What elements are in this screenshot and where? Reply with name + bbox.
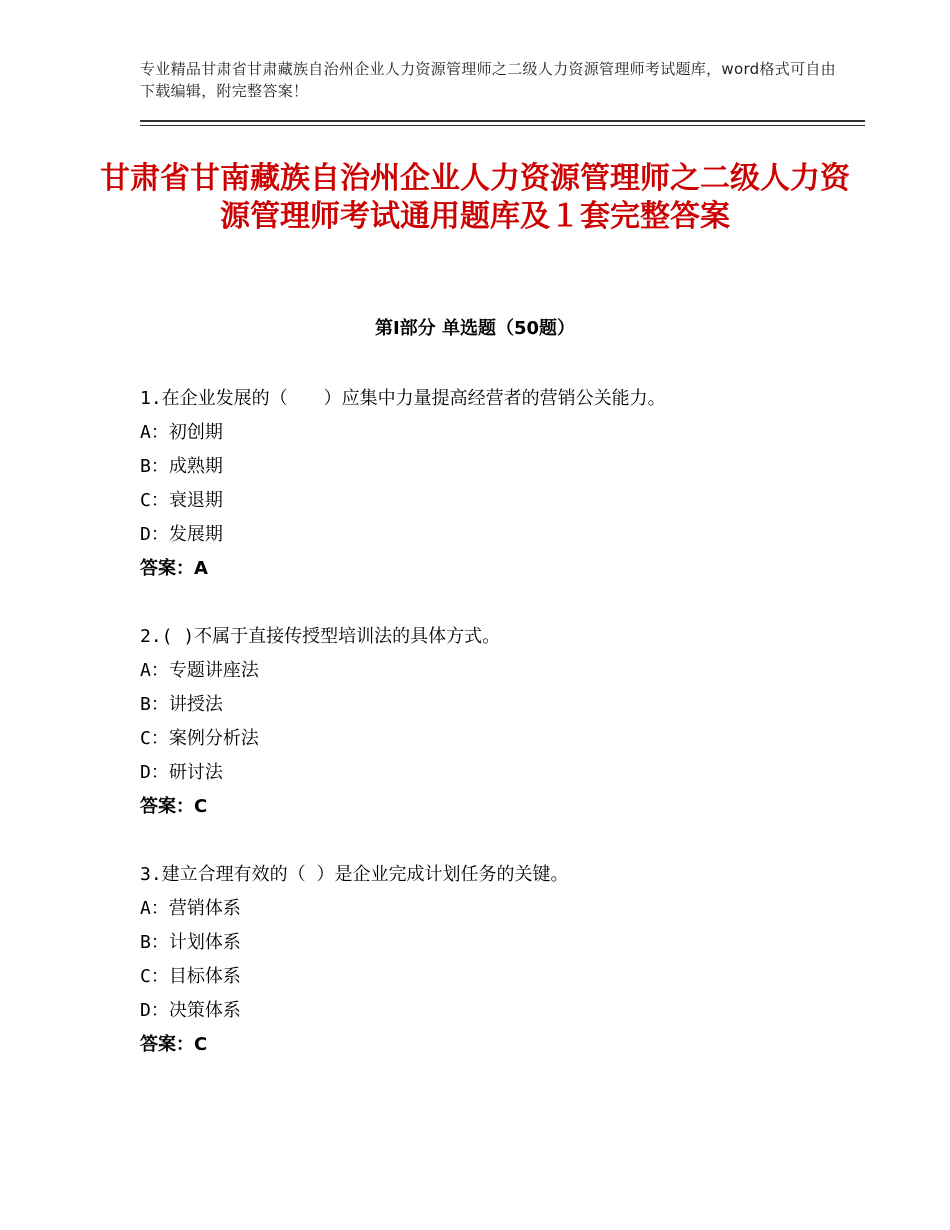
question-3 — [140, 858, 860, 1062]
option-c: C：目标体系 — [140, 966, 241, 987]
option-a: A：营销体系 — [140, 898, 241, 919]
option-d: D：决策体系 — [140, 1000, 241, 1021]
option-b: B：计划体系 — [140, 932, 241, 953]
option-a: A：专题讲座法 — [140, 660, 259, 681]
question-list — [140, 382, 860, 1096]
header-note: 专业精品甘肃省甘肃藏族自治州企业人力资源管理师之二级人力资源管理师考试题库，word格式可自由下载编辑，附完整答案！ — [140, 60, 836, 100]
option-d: D：发展期 — [140, 524, 223, 545]
answer-line: 答案：C — [140, 796, 208, 817]
option-c: C：案例分析法 — [140, 728, 259, 749]
question-text: 1.在企业发展的（ ）应集中力量提高经营者的营销公关能力。 — [140, 388, 666, 409]
question-text: 2.( )不属于直接传授型培训法的具体方式。 — [140, 626, 501, 647]
option-b: B：讲授法 — [140, 694, 223, 715]
option-d: D：研讨法 — [140, 762, 223, 783]
question-1 — [140, 382, 860, 586]
option-a: A：初创期 — [140, 422, 223, 443]
document-title: 甘肃省甘南藏族自治州企业人力资源管理师之二级人力资源管理师考试通用题库及１套完整答案 — [100, 161, 850, 234]
question-2 — [140, 620, 860, 824]
section-heading: 第Ⅰ部分 单选题（50题） — [374, 318, 575, 339]
question-text: 3.建立合理有效的（ ）是企业完成计划任务的关键。 — [140, 864, 569, 885]
option-b: B：成熟期 — [140, 456, 223, 477]
header-rule-thick — [140, 120, 865, 122]
option-c: C：衰退期 — [140, 490, 223, 511]
answer-line: 答案：C — [140, 1034, 208, 1055]
answer-line: 答案：A — [140, 558, 208, 579]
header-rule-thin — [140, 125, 865, 126]
